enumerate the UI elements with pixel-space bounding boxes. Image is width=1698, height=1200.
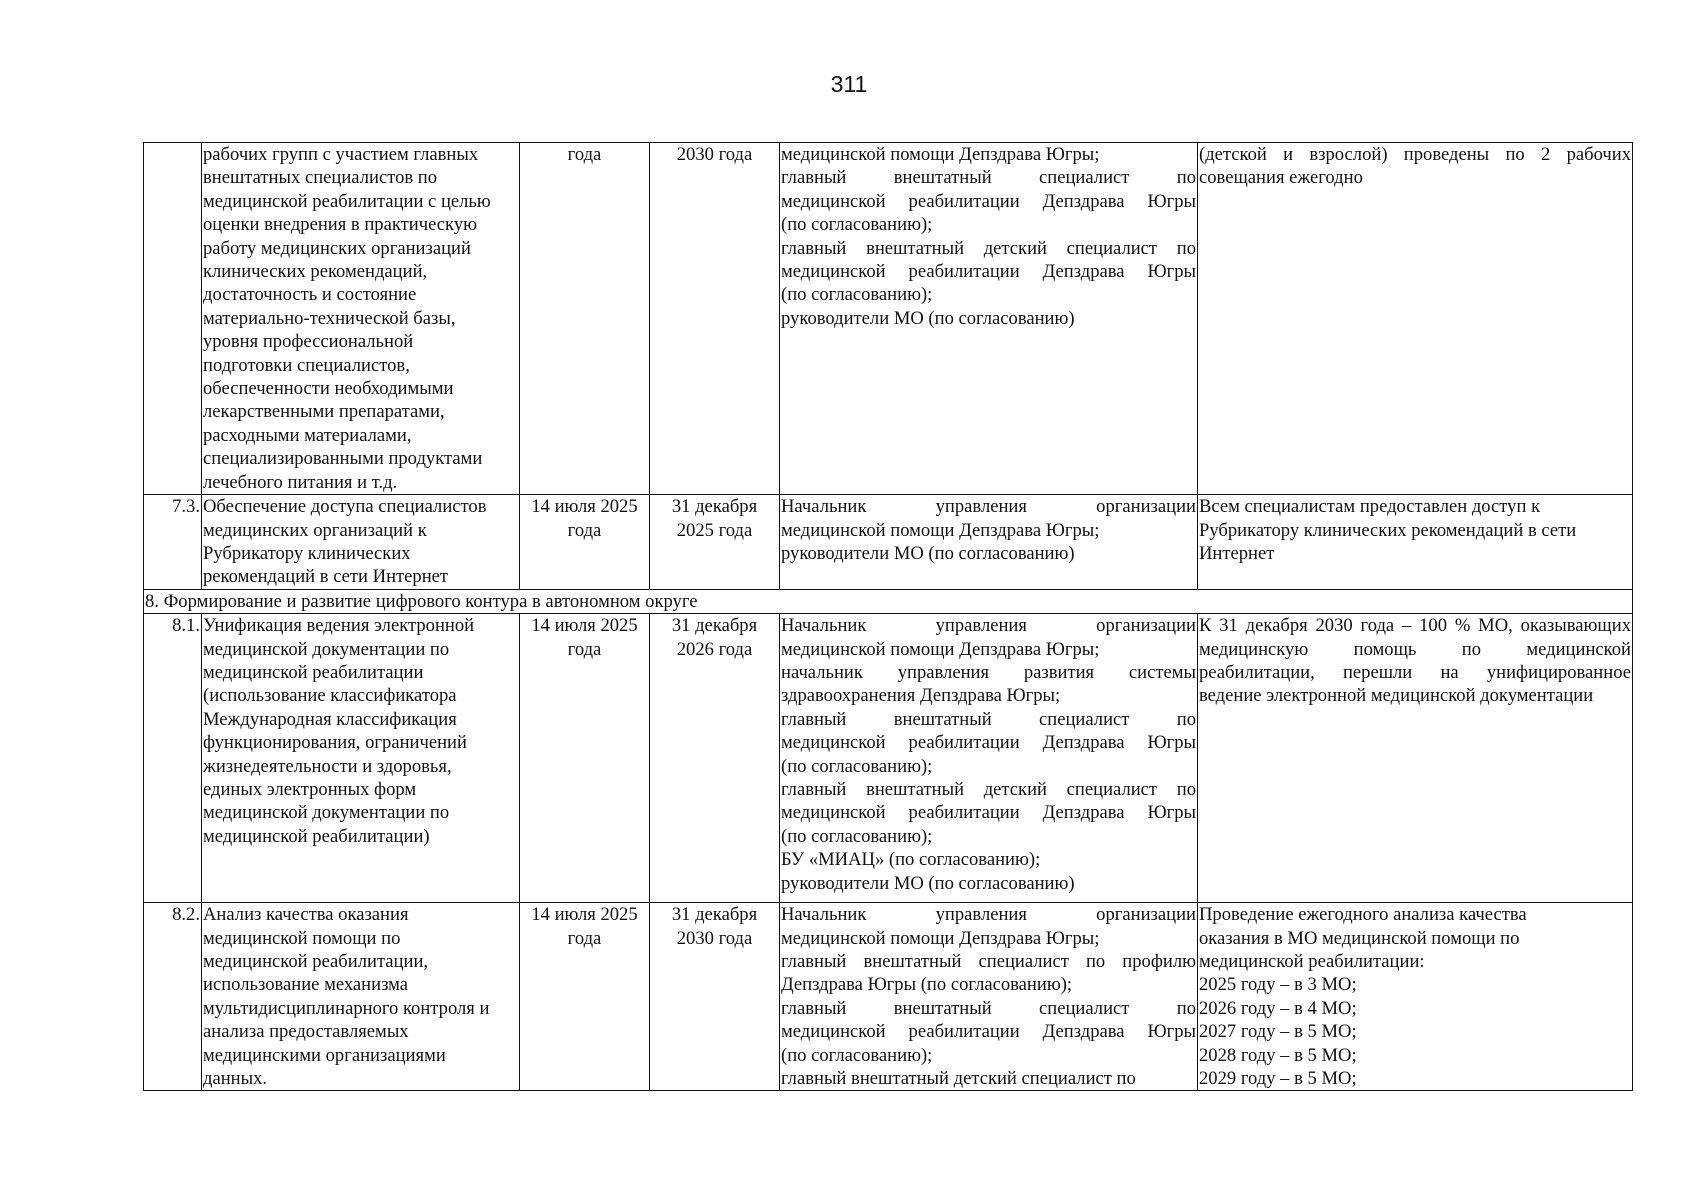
table-row <box>144 903 1633 1091</box>
event-cell-line: клинических рекомендаций, <box>203 261 428 283</box>
responsible-cell-line: главный внештатный детский специалист по <box>781 1067 1136 1089</box>
responsible-cell-line: руководители МО (по согласованию) <box>781 307 1075 329</box>
event-cell-line: анализа предоставляемых <box>203 1021 409 1043</box>
result-cell-line: оказания в МО медицинской помощи по <box>1199 927 1520 949</box>
result-cell-line: 2029 году – в 5 МО; <box>1199 1067 1357 1089</box>
responsible-cell-line: Начальник управления организации <box>781 615 1196 637</box>
item-number: 7.3. <box>144 495 202 590</box>
responsible-cell-line: медицинской помощи Депздрава Югры; <box>781 519 1100 541</box>
start-date-cell-line: года <box>567 144 602 165</box>
event-cell-line: подготовки специалистов, <box>203 354 410 376</box>
event-cell-line: Анализ качества оказания <box>203 904 409 926</box>
event-cell-line: данных. <box>203 1067 268 1089</box>
event-cell-line: достаточность и состояние <box>203 284 417 306</box>
responsible-cell-line: Депздрава Югры (по согласованию); <box>781 974 1073 996</box>
item-number: 8.2. <box>144 903 202 1091</box>
start-date-cell-line: 14 июля 2025 <box>531 496 638 518</box>
result-cell-line: Проведение ежегодного анализа качества <box>1199 904 1527 926</box>
event-cell-line: Международная классификация <box>203 708 457 730</box>
responsible-cell <box>780 903 1198 1091</box>
event-cell-line: медицинских организаций к <box>203 519 427 541</box>
result-cell-line: Всем специалистам предоставлен доступ к <box>1199 496 1541 518</box>
responsible-cell-line: медицинской помощи Депздрава Югры; <box>781 638 1100 660</box>
result-cell-line: Рубрикатору клинических рекомендаций в сети <box>1199 519 1577 541</box>
event-cell <box>202 903 520 1091</box>
responsible-cell-line: главный внештатный специалист по <box>781 167 1196 189</box>
result-cell-line: Интернет <box>1199 542 1275 564</box>
event-cell-line: уровня профессиональной <box>203 331 414 353</box>
responsible-cell <box>780 495 1198 590</box>
event-cell-line: материально-технической базы, <box>203 307 456 329</box>
event-cell-line: медицинской документации по <box>203 638 450 660</box>
end-date-cell-line: 2026 года <box>676 638 753 660</box>
event-cell-line: Унификация ведения электронной <box>203 615 475 637</box>
section-heading: 8. Формирование и развитие цифрового контура в автономном округе <box>144 589 1633 613</box>
result-cell <box>1198 143 1633 495</box>
result-cell-line: 2025 году – в 3 МО; <box>1199 974 1357 996</box>
responsible-cell-line: (по согласованию); <box>781 284 933 306</box>
start-date-cell-line: года <box>567 519 602 541</box>
event-cell-line: медицинскими организациями <box>203 1044 446 1066</box>
page-number: 311 <box>830 71 868 97</box>
item-number: 8.1. <box>144 614 202 903</box>
action-plan-table <box>143 142 1633 1091</box>
end-date-cell-line: 31 декабря <box>671 496 758 518</box>
result-cell <box>1198 495 1633 590</box>
end-date-cell <box>650 614 780 903</box>
end-date-cell-line: 2030 года <box>676 144 753 165</box>
responsible-cell-line: медицинской реабилитации Депздрава Югры <box>781 1021 1196 1043</box>
item-number <box>144 143 202 495</box>
start-date-cell-line: 14 июля 2025 <box>531 904 638 926</box>
end-date-cell <box>650 495 780 590</box>
end-date-cell-line: 31 декабря <box>671 615 758 637</box>
event-cell-line: использование механизма <box>203 974 409 996</box>
result-cell <box>1198 614 1633 903</box>
start-date-cell <box>520 614 650 903</box>
start-date-cell-line: года <box>567 638 602 660</box>
result-cell <box>1198 903 1633 1091</box>
responsible-cell-line: (по согласованию); <box>781 755 933 777</box>
event-cell-line: мультидисциплинарного контроля и <box>203 997 490 1019</box>
responsible-cell-line: (по согласованию); <box>781 825 933 847</box>
responsible-cell-line: главный внештатный специалист по <box>781 708 1196 730</box>
start-date-cell <box>520 495 650 590</box>
table-row <box>144 614 1633 903</box>
result-cell-line: (детской и взрослой) проведены по 2 рабочих <box>1199 144 1631 165</box>
event-cell-line: Рубрикатору клинических <box>203 542 411 564</box>
result-cell-line: 2028 году – в 5 МО; <box>1199 1044 1357 1066</box>
result-cell-line: медицинской реабилитации: <box>1199 950 1425 972</box>
result-cell-line: 2027 году – в 5 МО; <box>1199 1021 1357 1043</box>
event-cell-line: медицинской реабилитации) <box>203 825 430 847</box>
event-cell-line: медицинской реабилитации, <box>203 950 429 972</box>
event-cell-line: жизнедеятельности и здоровья, <box>203 755 452 777</box>
responsible-cell-line: руководители МО (по согласованию) <box>781 872 1075 894</box>
responsible-cell-line: здравоохранения Депздрава Югры; <box>781 685 1061 707</box>
responsible-cell-line: медицинской реабилитации Депздрава Югры <box>781 190 1196 212</box>
responsible-cell-line: (по согласованию); <box>781 214 933 236</box>
event-cell-line: медицинской реабилитации с целью <box>203 190 491 212</box>
responsible-cell-line: главный внештатный специалист по <box>781 997 1196 1019</box>
event-cell <box>202 614 520 903</box>
event-cell <box>202 495 520 590</box>
responsible-cell-line: начальник управления развития системы <box>781 661 1196 683</box>
responsible-cell-line: Начальник управления организации <box>781 904 1196 926</box>
event-cell-line: специализированными продуктами <box>203 448 483 470</box>
responsible-cell-line: главный внештатный специалист по профилю <box>781 950 1196 972</box>
responsible-cell-line: медицинской реабилитации Депздрава Югры <box>781 802 1196 824</box>
end-date-cell <box>650 903 780 1091</box>
responsible-cell-line: Начальник управления организации <box>781 496 1196 518</box>
section-row <box>144 589 1633 613</box>
event-cell-line: функционирования, ограничений <box>203 732 467 754</box>
event-cell-line: (использование классификатора <box>203 685 457 707</box>
end-date-cell-line: 31 декабря <box>671 904 758 926</box>
result-cell-line: 2026 году – в 4 МО; <box>1199 997 1357 1019</box>
responsible-cell-line: руководители МО (по согласованию) <box>781 542 1075 564</box>
event-cell-line: Обеспечение доступа специалистов <box>203 496 487 518</box>
responsible-cell-line: БУ «МИАЦ» (по согласованию); <box>781 849 1041 871</box>
event-cell-line: рекомендаций в сети Интернет <box>203 566 449 588</box>
event-cell-line: лечебного питания и т.д. <box>203 471 398 493</box>
start-date-cell <box>520 143 650 495</box>
result-cell-line: реабилитации, перешли на унифицированное <box>1199 661 1631 683</box>
result-cell-line: ведение электронной медицинской документации <box>1199 685 1594 707</box>
event-cell-line: рабочих групп с участием главных <box>203 144 479 165</box>
responsible-cell-line: главный внештатный детский специалист по <box>781 237 1196 259</box>
end-date-cell <box>650 143 780 495</box>
event-cell-line: медицинской помощи по <box>203 927 401 949</box>
responsible-cell-line: (по согласованию); <box>781 1044 933 1066</box>
event-cell-line: медицинской документации по <box>203 802 450 824</box>
table-row <box>144 495 1633 590</box>
responsible-cell-line: главный внештатный детский специалист по <box>781 778 1196 800</box>
responsible-cell-line: медицинской помощи Депздрава Югры; <box>781 144 1100 165</box>
event-cell-line: единых электронных форм <box>203 778 417 800</box>
responsible-cell <box>780 143 1198 495</box>
table-row <box>144 143 1633 495</box>
event-cell-line: оценки внедрения в практическую <box>203 214 478 236</box>
event-cell-line: работу медицинских организаций <box>203 237 471 259</box>
start-date-cell-line: 14 июля 2025 <box>531 615 638 637</box>
event-cell-line: внештатных специалистов по <box>203 167 438 189</box>
responsible-cell-line: медицинской реабилитации Депздрава Югры <box>781 261 1196 283</box>
responsible-cell-line: медицинской реабилитации Депздрава Югры <box>781 732 1196 754</box>
result-cell-line: медицинскую помощь по медицинской <box>1199 638 1631 660</box>
event-cell-line: обеспеченности необходимыми <box>203 378 454 400</box>
start-date-cell <box>520 903 650 1091</box>
start-date-cell-line: года <box>567 927 602 949</box>
event-cell <box>202 143 520 495</box>
responsible-cell <box>780 614 1198 903</box>
event-cell-line: лекарственными препаратами, <box>203 401 445 423</box>
responsible-cell-line: медицинской помощи Депздрава Югры; <box>781 927 1100 949</box>
result-cell-line: совещания ежегодно <box>1199 167 1363 189</box>
end-date-cell-line: 2025 года <box>676 519 753 541</box>
event-cell-line: медицинской реабилитации <box>203 661 424 683</box>
result-cell-line: К 31 декабря 2030 года – 100 % МО, оказывающих <box>1199 615 1631 637</box>
event-cell-line: расходными материалами, <box>203 424 412 446</box>
end-date-cell-line: 2030 года <box>676 927 753 949</box>
